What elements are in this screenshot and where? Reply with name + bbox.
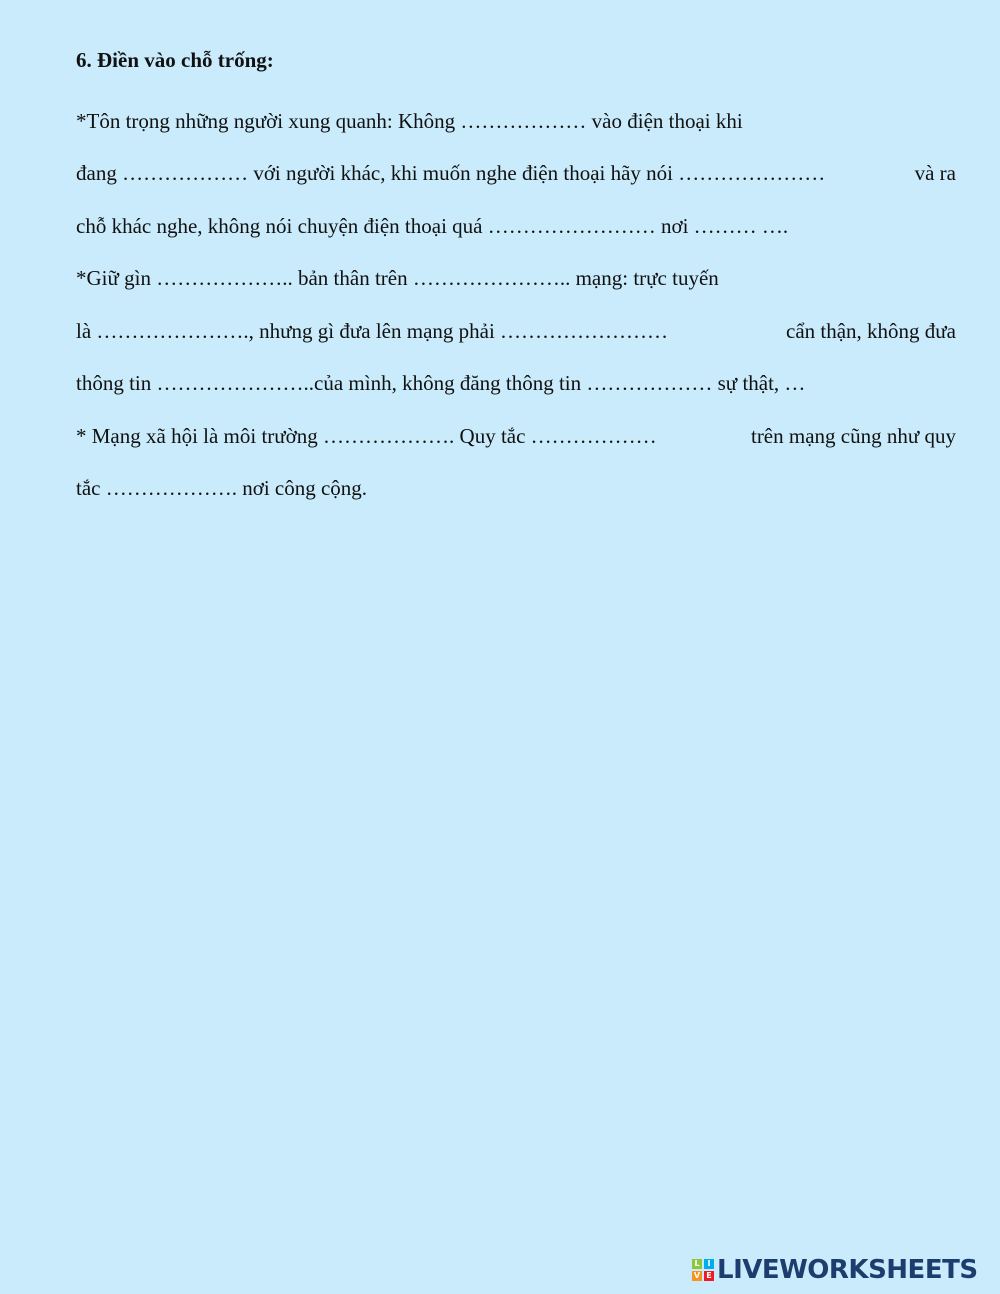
- logo-text: LIVEWORKSHEETS: [717, 1255, 978, 1285]
- worksheet-line-6: thông tin …………………..của mình, không đăng thông tin ……………… sự thật, …: [76, 371, 806, 395]
- worksheet-line-3: chỗ khác nghe, không nói chuyện điện thoại quá …………………… nơi ……… ….: [76, 213, 789, 238]
- worksheet-line-4: *Giữ gìn ……………….. bản thân trên ………………….. mạng: trực tuyến: [76, 266, 719, 290]
- worksheet-line-2-end: và ra: [914, 161, 956, 185]
- worksheet-line-7: [76, 410, 956, 463]
- worksheet-line-5-main: là …………………., nhưng gì đưa lên mạng phải ……………………: [76, 318, 669, 343]
- logo-mark-tile: E: [704, 1271, 714, 1281]
- worksheet-line-7-main: * Mạng xã hội là môi trường ………………. Quy tắc ………………: [76, 423, 657, 448]
- question-heading: 6. Điền vào chỗ trống:: [76, 48, 274, 72]
- logo-mark-icon: [692, 1259, 714, 1281]
- worksheet-line-1: *Tôn trọng những người xung quanh: Không ……………… vào điện thoại khi: [76, 108, 743, 133]
- worksheet-line-5-end: cẩn thận, không đưa: [786, 318, 956, 343]
- worksheet-line-2-main: đang ……………… với người khác, khi muốn nghe điện thoại hãy nói …………………: [76, 161, 826, 185]
- worksheet-line-2: [76, 147, 956, 200]
- worksheet-line-8: tắc ………………. nơi công cộng.: [76, 476, 368, 500]
- worksheet-line-5: [76, 305, 956, 358]
- worksheet-line-7-end: trên mạng cũng như quy: [750, 423, 956, 448]
- worksheet: [76, 42, 956, 515]
- liveworksheets-logo: [692, 1256, 978, 1284]
- logo-mark-tile: L: [692, 1259, 702, 1269]
- logo-mark-tile: V: [693, 1271, 701, 1280]
- logo-mark-tile: I: [704, 1259, 714, 1269]
